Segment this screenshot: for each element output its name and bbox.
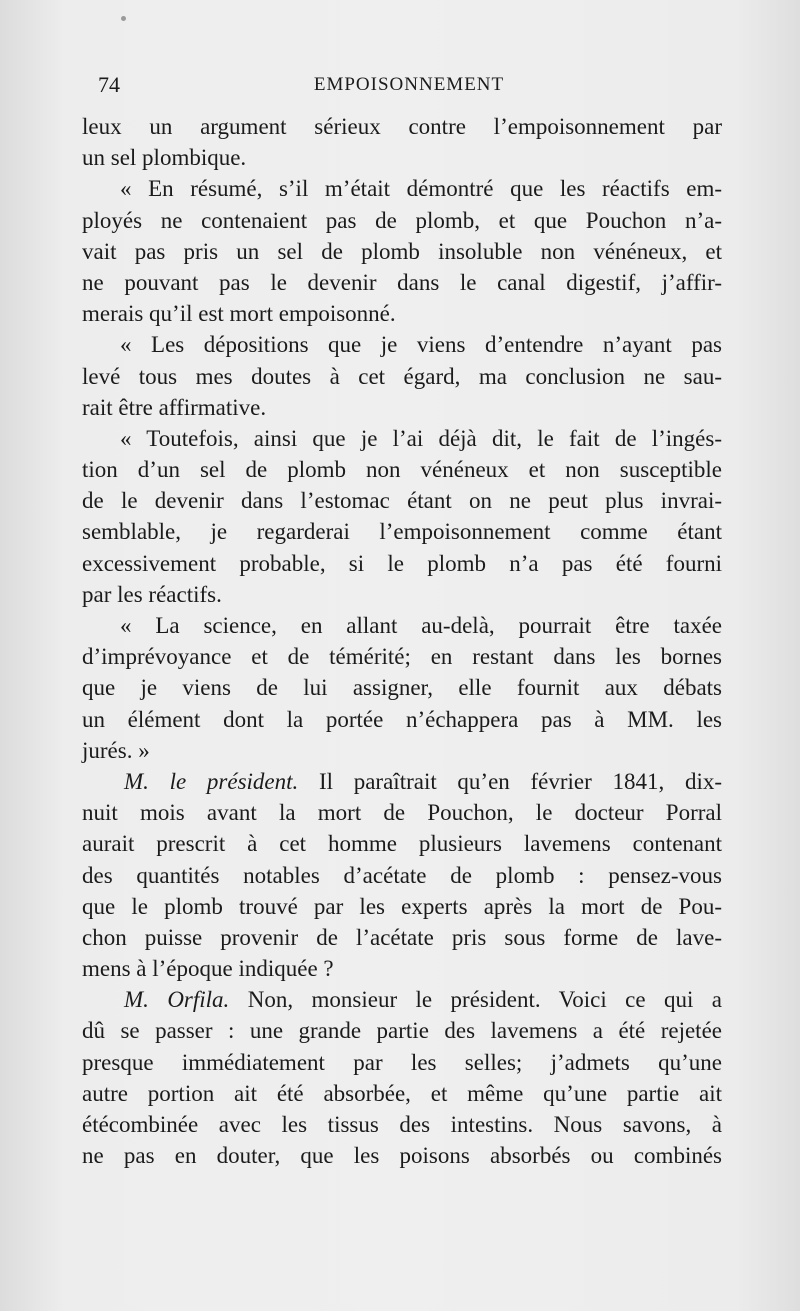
text-line: tion d’un sel de plomb non vénéneux et non susceptible	[82, 457, 722, 483]
text-line: presque immédiatement par les selles; j’admets qu’une	[82, 1049, 722, 1075]
text-line: « Toutefois, ainsi que je l’ai déjà dit, le fait de l’ingés-	[120, 425, 722, 451]
text-line: ne pouvant pas le devenir dans le canal digestif, j’affir-	[82, 269, 722, 295]
text-line: d’imprévoyance et de témérité; en restant dans les bornes	[82, 644, 722, 670]
text-line: chon puisse provenir de l’acétate pris sous forme de lave-	[82, 924, 722, 950]
text-line-rest: Il paraîtrait qu’en février 1841, dix-	[318, 768, 722, 794]
speaker-orfila: M. Orfila.	[124, 987, 230, 1013]
ink-speck	[121, 16, 126, 21]
text-line: « Les dépositions que je viens d’entendre n’ayant pas	[120, 332, 722, 358]
text-line: levé tous mes doutes à cet égard, ma conclusion ne sau-	[82, 363, 722, 389]
text-line: que je viens de lui assigner, elle fournit aux débats	[82, 675, 722, 701]
text-line: nuit mois avant la mort de Pouchon, le docteur Porral	[82, 800, 722, 826]
text-line: que le plomb trouvé par les experts après la mort de Pou-	[82, 893, 722, 919]
page-number: 74	[98, 72, 120, 97]
text-line: un sel plombique.	[82, 145, 247, 171]
text-line: des quantités notables d’acétate de plomb : pensez-vous	[82, 862, 722, 888]
text-line: excessivement probable, si le plomb n’a pas été fourni	[82, 550, 722, 576]
running-head: EMPOISONNEMENT	[313, 74, 505, 95]
text-line: merais qu’il est mort empoisonné.	[82, 301, 396, 327]
text-line: mens à l’époque indiquée ?	[82, 956, 334, 982]
text-line: rait être affirmative.	[82, 394, 267, 420]
page-header	[98, 72, 720, 102]
text-line-rest: Non, monsieur le président. Voici ce qui a	[247, 987, 722, 1013]
text-line: dû se passer : une grande partie des lavemens a été rejetée	[82, 1018, 722, 1044]
text-line: aurait prescrit à cet homme plusieurs lavemens contenant	[82, 831, 722, 857]
text-line: un élément dont la portée n’échappera pas à MM. les	[82, 706, 722, 732]
text-line: « La science, en allant au-delà, pourrait être taxée	[120, 613, 722, 638]
text-line: étécombinée avec les tissus des intestins. Nous savons, à	[82, 1112, 722, 1137]
text-line	[82, 766, 722, 797]
text-line: autre portion ait été absorbée, et même qu’une partie ait	[82, 1080, 722, 1106]
text-line: vait pas pris un sel de plomb insoluble non vénéneux, et	[82, 238, 722, 264]
text-line: « En résumé, s’il m’était démontré que les réactifs em-	[120, 176, 722, 202]
text-line: leux un argument sérieux contre l’empoisonnement par	[82, 114, 722, 139]
text-line: semblable, je regarderai l’empoisonnement comme étant	[82, 519, 722, 545]
text-line	[82, 984, 722, 1015]
speaker-president: M. le président.	[124, 768, 299, 794]
text-line: jurés. »	[82, 737, 150, 763]
text-line: par les réactifs.	[82, 581, 222, 607]
body-text	[82, 111, 722, 1171]
text-line: ne pas en douter, que les poisons absorbés ou combinés	[82, 1143, 722, 1169]
text-line: de le devenir dans l’estomac étant on ne peut plus invrai-	[82, 488, 722, 514]
text-line: ployés ne contenaient pas de plomb, et que Pouchon n’a-	[82, 207, 722, 233]
